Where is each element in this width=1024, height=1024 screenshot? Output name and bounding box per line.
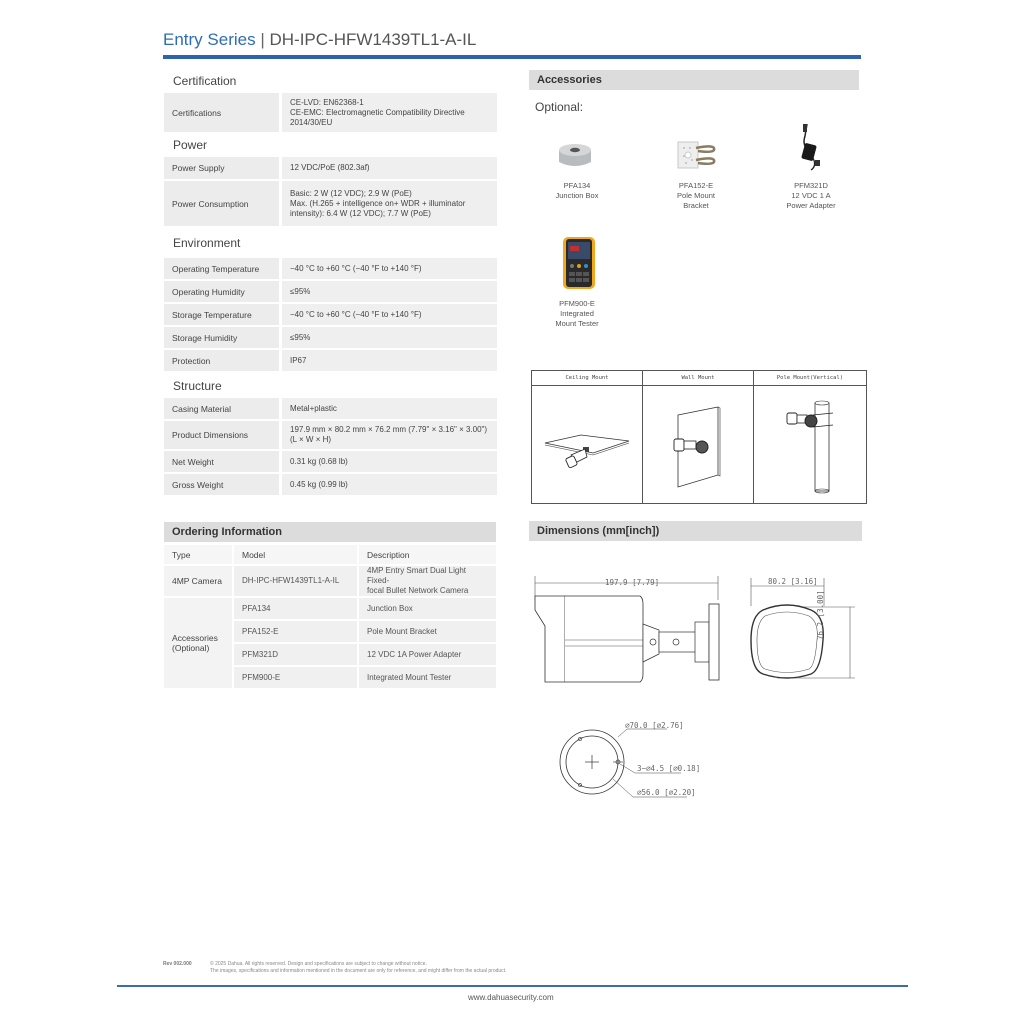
- spec-label: Power Supply: [164, 157, 279, 179]
- model-cell: PFM900-E: [234, 667, 357, 688]
- spec-value: ≤95%: [279, 327, 497, 348]
- mount-tester-icon: [561, 235, 597, 296]
- spec-value-line: 12 VDC/PoE (802.3af): [290, 163, 370, 172]
- length-dimension-label: 197.9 [7.79]: [605, 578, 660, 587]
- accessory-caption: [646, 181, 746, 211]
- table-row: [164, 157, 497, 179]
- description-cell: 12 VDC 1A Power Adapter: [359, 644, 496, 665]
- dimension-drawing-side-front: [525, 570, 865, 690]
- description-cell: Pole Mount Bracket: [359, 621, 496, 642]
- caption-line: Mount Tester: [555, 319, 599, 328]
- spec-label: Casing Material: [164, 398, 279, 419]
- mount-header-wall: Wall Mount: [643, 371, 754, 386]
- page-title: [163, 30, 476, 50]
- caption-line: PFA134: [563, 181, 591, 190]
- base-hole-diameter-label: 3−⌀4.5 [⌀0.18]: [637, 764, 701, 773]
- power-table: [164, 155, 497, 228]
- spec-label: Net Weight: [164, 451, 279, 472]
- section-title-environment: Environment: [173, 236, 241, 250]
- table-header-row: [164, 545, 496, 564]
- spec-label: Gross Weight: [164, 474, 279, 495]
- table-row: [164, 566, 496, 596]
- table-row: [164, 258, 497, 279]
- certification-table: [164, 91, 497, 134]
- spec-value-line: Basic: 2 W (12 VDC); 2.9 W (PoE): [290, 188, 412, 198]
- table-row: [164, 304, 497, 325]
- caption-line: PFM900-E: [559, 299, 595, 308]
- spec-label: Protection: [164, 350, 279, 371]
- wall-mount-cell: [643, 386, 754, 504]
- pole-mount-bracket-icon: [676, 138, 718, 177]
- accessory-caption: [761, 181, 861, 211]
- website-link[interactable]: www.dahuasecurity.com: [468, 993, 554, 1002]
- height-dimension-label: 76.2 [3.00]: [816, 590, 825, 640]
- width-dimension-label: 80.2 [3.16]: [768, 577, 818, 586]
- structure-table: [164, 396, 497, 497]
- spec-value: −40 °C to +60 °C (−40 °F to +140 °F): [279, 258, 497, 279]
- table-row: [164, 350, 497, 371]
- spec-label: Storage Humidity: [164, 327, 279, 348]
- type-cell: 4MP Camera: [164, 566, 232, 596]
- spec-value: 0.31 kg (0.68 lb): [279, 451, 497, 472]
- mount-header-ceiling: Ceiling Mount: [532, 371, 643, 386]
- junction-box-icon: [557, 140, 593, 177]
- type-line: Accessories: [172, 633, 218, 643]
- footer-divider: [117, 985, 908, 987]
- type-line: (Optional): [172, 643, 210, 653]
- spec-value: [279, 157, 497, 179]
- ordering-table: [162, 543, 498, 690]
- table-row: [164, 421, 497, 449]
- table-row: [164, 474, 497, 495]
- title-underline: [163, 55, 861, 59]
- spec-value-line: (L × W × H): [290, 435, 332, 444]
- spec-value: [279, 181, 497, 226]
- column-header-type: Type: [164, 545, 232, 564]
- description-cell: [359, 566, 496, 596]
- ordering-header: Ordering Information: [164, 522, 496, 542]
- caption-line: Bracket: [683, 201, 709, 210]
- model-cell: DH-IPC-HFW1439TL1-A-IL: [234, 566, 357, 596]
- model-name: DH-IPC-HFW1439TL1-A-IL: [269, 30, 477, 49]
- spec-label: Certifications: [164, 93, 279, 132]
- disclaimer-text: The images, specifications and information mentioned in the document are only for reference, and might differ from the actual product.: [210, 968, 507, 974]
- spec-label: Operating Humidity: [164, 281, 279, 302]
- spec-value-line: CE-LVD: EN62368-1: [290, 97, 364, 107]
- accessory-caption: [527, 299, 627, 329]
- spec-value: [279, 93, 497, 132]
- spec-value-line: CE-EMC: Electromagnetic Compatibility Directive: [290, 107, 465, 117]
- pole-mount-cell: [754, 386, 867, 504]
- caption-line: 12 VDC 1 A: [791, 191, 831, 200]
- spec-label: Product Dimensions: [164, 421, 279, 449]
- series-name: Entry Series: [163, 30, 256, 49]
- description-line: 4MP Entry Smart Dual Light Fixed-: [367, 566, 467, 585]
- table-row: [164, 281, 497, 302]
- accessory-caption: [527, 181, 627, 201]
- spec-value-line: 197.9 mm × 80.2 mm × 76.2 mm (7.79" × 3.16" × 3.00"): [290, 425, 488, 434]
- spec-value: ≤95%: [279, 281, 497, 302]
- accessories-header: Accessories: [529, 70, 859, 90]
- column-header-model: Model: [234, 545, 357, 564]
- model-cell: PFA152-E: [234, 621, 357, 642]
- description-line: focal Bullet Network Camera: [367, 586, 469, 595]
- table-row: [164, 451, 497, 472]
- table-row: [164, 327, 497, 348]
- table-row: [164, 398, 497, 419]
- spec-value-line: Max. (H.265 + intelligence on+ WDR + illuminator: [290, 198, 466, 208]
- description-cell: Integrated Mount Tester: [359, 667, 496, 688]
- spec-label: Storage Temperature: [164, 304, 279, 325]
- spec-value: 0.45 kg (0.99 lb): [279, 474, 497, 495]
- section-title-power: Power: [173, 138, 208, 152]
- table-row: [164, 598, 496, 619]
- environment-table: [164, 256, 497, 373]
- caption-line: Integrated: [560, 309, 594, 318]
- mount-header-pole: Pole Mount(Vertical): [754, 371, 867, 386]
- revision-label: Rev 002.000: [163, 961, 192, 967]
- copyright-text: © 2025 Dahua. All rights reserved. Design and specifications are subject to change without notice.: [210, 961, 427, 967]
- description-cell: Junction Box: [359, 598, 496, 619]
- caption-line: PFA152-E: [678, 181, 714, 190]
- spec-value-line: 2014/30/EU: [290, 117, 333, 127]
- power-adapter-icon: [795, 122, 823, 177]
- dimensions-header: Dimensions (mm[inch]): [529, 521, 862, 541]
- spec-value: Metal+plastic: [279, 398, 497, 419]
- title-separator: |: [260, 30, 265, 49]
- ceiling-mount-illustration-icon: [533, 387, 641, 497]
- caption-line: Pole Mount: [677, 191, 715, 200]
- accessories-subtitle: Optional:: [535, 100, 584, 114]
- model-cell: PFM321D: [234, 644, 357, 665]
- column-header-description: Description: [359, 545, 496, 564]
- wall-mount-illustration-icon: [644, 387, 752, 497]
- table-row: [164, 93, 497, 132]
- table-row: [164, 181, 497, 226]
- caption-line: PFM321D: [794, 181, 828, 190]
- mount-diagram-table: [531, 370, 867, 504]
- spec-value: IP67: [279, 350, 497, 371]
- spec-value: [279, 421, 497, 449]
- spec-label: Operating Temperature: [164, 258, 279, 279]
- pole-mount-illustration-icon: [755, 387, 865, 497]
- base-inner-diameter-label: ⌀56.0 [⌀2.20]: [637, 788, 696, 797]
- spec-label: Power Consumption: [164, 181, 279, 226]
- ceiling-mount-cell: [532, 386, 643, 504]
- model-cell: PFA134: [234, 598, 357, 619]
- section-title-certification: Certification: [173, 74, 237, 88]
- spec-value: −40 °C to +60 °C (−40 °F to +140 °F): [279, 304, 497, 325]
- caption-line: Power Adapter: [786, 201, 836, 210]
- type-cell: [164, 598, 232, 688]
- base-outer-diameter-label: ⌀70.0 [⌀2.76]: [625, 721, 684, 730]
- caption-line: Junction Box: [555, 191, 599, 200]
- section-title-structure: Structure: [173, 379, 222, 393]
- spec-value-line: intensity): 6.4 W (12 VDC); 7.7 W (PoE): [290, 208, 431, 218]
